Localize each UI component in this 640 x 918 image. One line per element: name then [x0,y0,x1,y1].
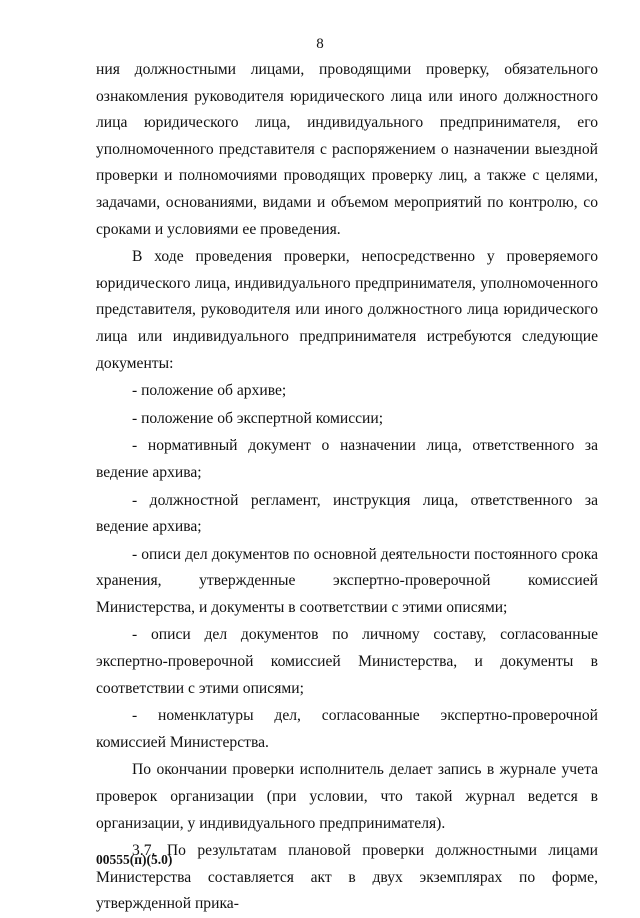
list-item-permanent-storage-inventories: - описи дел документов по основной деятельности постоянного срока хранения, утвержденные экспертно-проверочной комиссией Министерства, и документы в соответствии с этими описями; [96,545,598,616]
paragraph-required-documents-intro: В ходе проведения проверки, непосредственно у проверяемого юридического лица, индивидуального предпринимателя, уполномоченного представителя, руководителя или иного должностного лица юридического лица или индивидуального предпринимателя истребуются следующие документы: [96,248,598,372]
page-number: 8 [316,36,324,52]
list-item-archive-regulation: - положение об архиве; [132,382,287,400]
paragraph-section-3-7: 3.7. По результатам плановой проверки должностными лицами Министерства составляется акт в двух экземплярах по форме, утвержденной прика- [96,842,598,913]
paragraph-continuation: ния должностными лицами, проводящими проверку, обязательного ознакомления руководителя юридического лица или иного должностного лица юридического лица, индивидуального предпринимателя, его уполномоченного представителя с распоряжением о назначении выездной проверки и полномочиями проводящих проверку лиц, а также с целями, задачами, основаниями, видами и объемом мероприятий по контролю, со сроками и условиями ее проведения. [96,61,598,238]
list-item-personnel-inventories: - описи дел документов по личному составу, согласованные экспертно-проверочной комиссией Министерства, и документы в соответствии с этими описями; [96,626,598,697]
list-item-case-nomenclatures: - номенклатуры дел, согласованные экспертно-проверочной комиссией Министерства. [96,707,598,751]
paragraph-inspection-journal-entry: По окончании проверки исполнитель делает запись в журнале учета проверок организации (при условии, что такой журнал ведется в организации, у индивидуального предпринимателя). [96,761,598,832]
document-body [96,57,598,918]
list-item-archive-responsible-appointment: - нормативный документ о назначении лица, ответственного за ведение архива; [96,437,598,481]
list-item-expert-commission-regulation: - положение об экспертной комиссии; [132,409,384,427]
document-footer-code: 00555(п)(5.0) [96,852,173,867]
list-item-job-regulation: - должностной регламент, инструкция лица, ответственного за ведение архива; [96,491,598,536]
